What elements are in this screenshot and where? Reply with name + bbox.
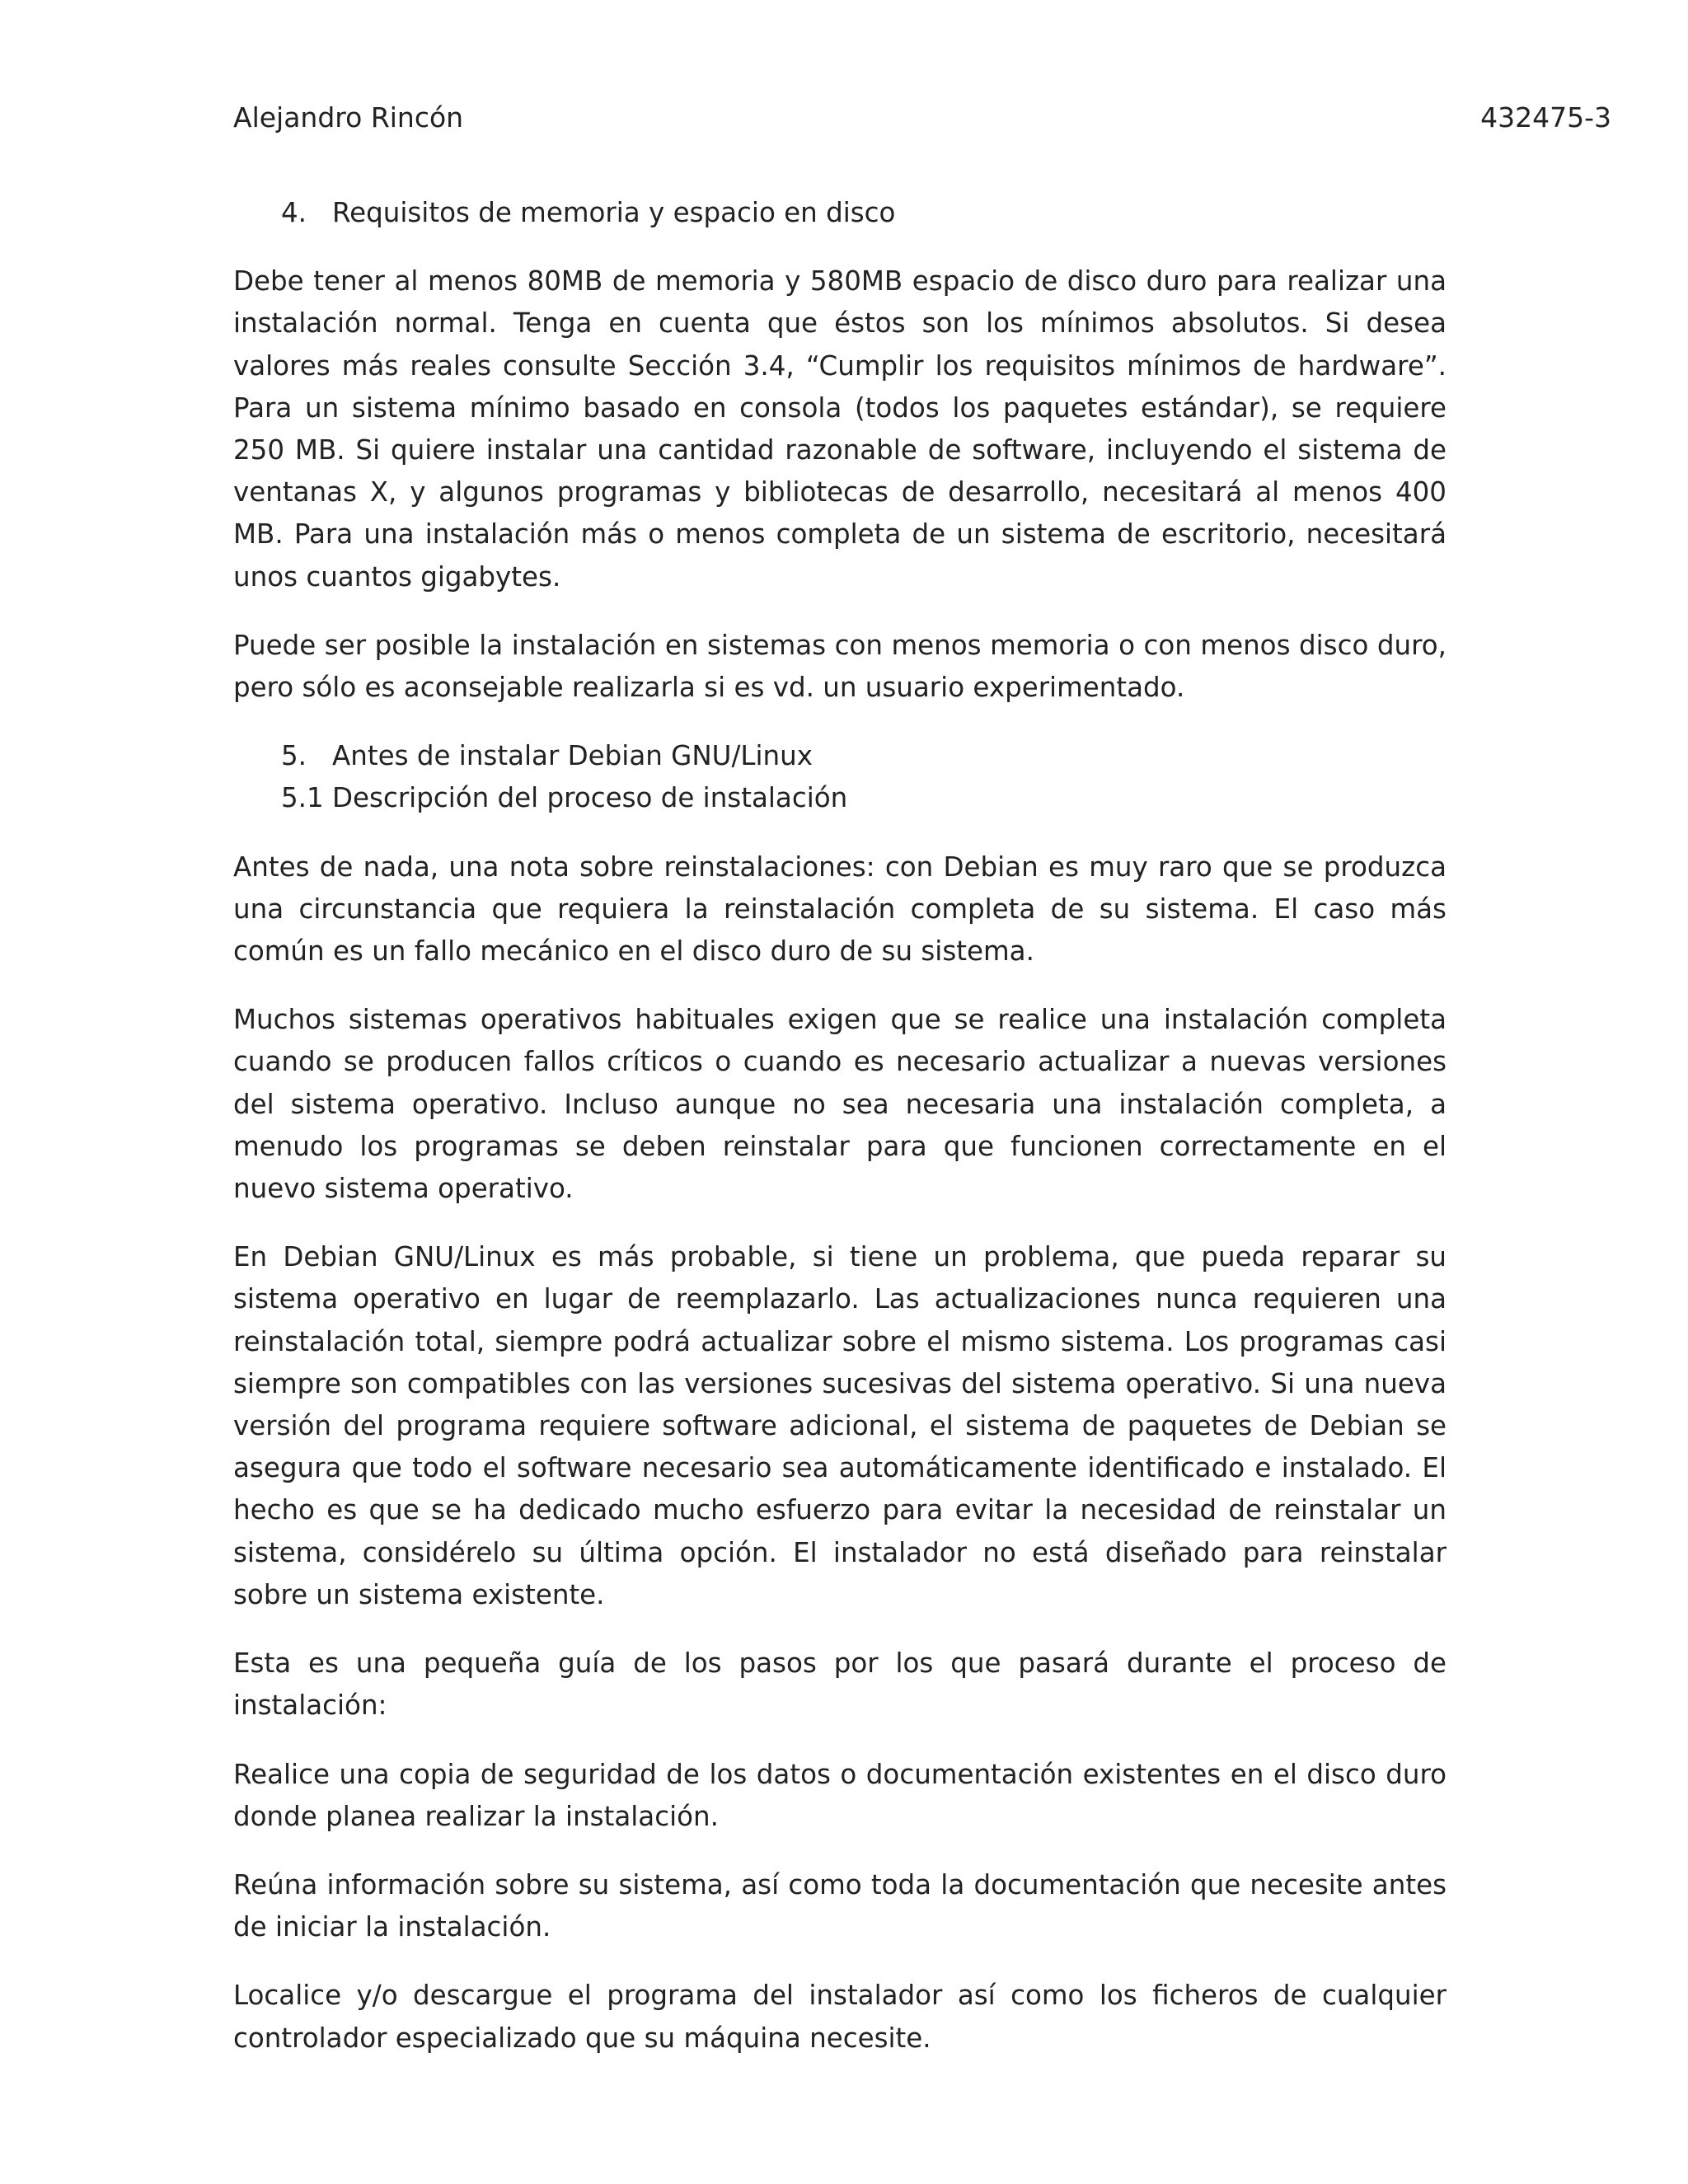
section-4-heading-group (233, 192, 1447, 234)
header-page-id: 432475-3 (1480, 101, 1611, 134)
section-5-paragraph-7: Localice y/o descargue el programa del instalador así como los ficheros de cualquier controlador especializado que su máquina necesite. (233, 1980, 1447, 2054)
document-body (233, 192, 1447, 2086)
section-5-paragraph-5: Realice una copia de seguridad de los datos o documentación existentes en el disco duro donde planea realizar la instalación. (233, 1758, 1447, 1832)
section-5-paragraph-3: En Debian GNU/Linux es más probable, si tiene un problema, que pueda reparar su sistema operativo en lugar de reemplazarlo. Las actualizaciones nunca requieren una reinstalación total, siempre podrá actualizar sobre el mismo sistema. Los programas casi siempre son compatibles con las versiones sucesivas del sistema operativo. Si una nueva versión del programa requiere software adicional, el sistema de paquetes de Debian se asegura que todo el software necesario sea automáticamente identificado e instalado. El hecho es que se ha dedicado mucho esfuerzo para evitar la necesidad de reinstalar un sistema, considérelo su última opción. El instalador no está diseñado para reinstalar sobre un sistema existente. (233, 1241, 1447, 1610)
section-5-paragraph-6: Reúna información sobre su sistema, así como toda la documentación que necesite antes de iniciar la instalación. (233, 1868, 1447, 1943)
section-5-1-number: 5.1 (281, 782, 324, 814)
header-author: Alejandro Rincón (233, 101, 464, 134)
section-5-paragraph-1: Antes de nada, una nota sobre reinstalaciones: con Debian es muy raro que se produzca una circunstancia que requiera la reinstalación completa de su sistema. El caso más común es un fallo mecánico en el disco duro de su sistema. (233, 851, 1447, 968)
section-5-number: 5. (281, 740, 307, 772)
section-4-number: 4. (281, 197, 307, 228)
section-4-title: Requisitos de memoria y espacio en disco (332, 197, 896, 228)
section-4-paragraph-1: Debe tener al menos 80MB de memoria y 580MB espacio de disco duro para realizar una instalación normal. Tenga en cuenta que éstos son los mínimos absolutos. Si desea valores más reales consulte Sección 3.4, “Cumplir los requisitos mínimos de hardware”. Para un sistema mínimo basado en consola (todos los paquetes estándar), se requiere 250 MB. Si quiere instalar una cantidad razonable de software, incluyendo el sistema de ventanas X, y algunos programas y bibliotecas de desarrollo, necesitará al menos 400 MB. Para una instalación más o menos completa de un sistema de escritorio, necesitará unos cuantos gigabytes. (233, 265, 1447, 593)
section-5-1-title: Descripción del proceso de instalación (332, 782, 848, 814)
section-5-1-heading (233, 777, 1447, 819)
page-header (233, 97, 1611, 138)
section-5-paragraph-4: Esta es una pequeña guía de los pasos por los que pasará durante el proceso de instalación: (233, 1647, 1447, 1722)
section-4-heading (233, 192, 1447, 234)
section-5-heading (233, 735, 1447, 777)
section-5-heading-group (233, 735, 1447, 819)
section-5-title: Antes de instalar Debian GNU/Linux (332, 740, 813, 772)
section-4-paragraph-2: Puede ser posible la instalación en sistemas con menos memoria o con menos disco duro, pero sólo es aconsejable realizarla si es vd. un usuario experimentado. (233, 629, 1447, 704)
section-5-paragraph-2: Muchos sistemas operativos habituales exigen que se realice una instalación completa cuando se producen fallos críticos o cuando es necesario actualizar a nuevas versiones del sistema operativo. Incluso aunque no sea necesaria una instalación completa, a menudo los programas se deben reinstalar para que funcionen correctamente en el nuevo sistema operativo. (233, 1004, 1447, 1205)
